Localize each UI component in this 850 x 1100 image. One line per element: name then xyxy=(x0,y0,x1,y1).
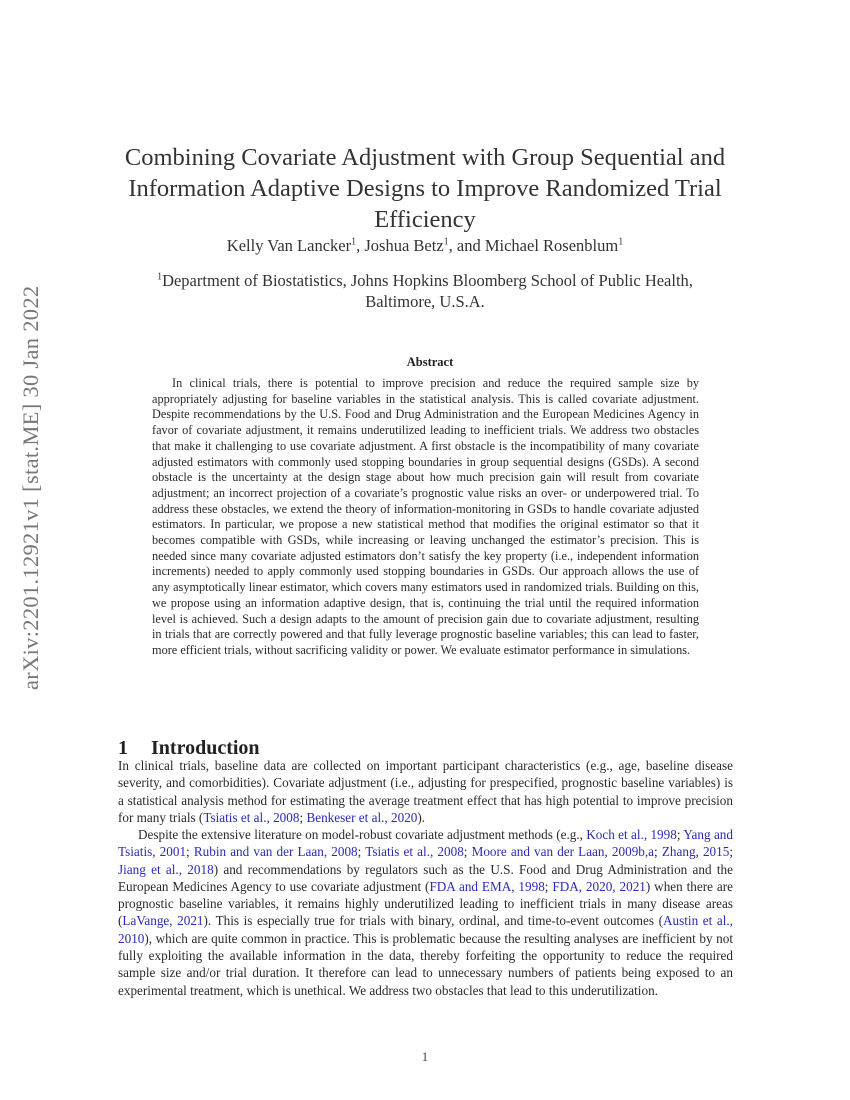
citation-link[interactable]: FDA, 2020, 2021 xyxy=(552,878,646,894)
author-list xyxy=(110,236,740,256)
affiliation-mark: 1 xyxy=(351,236,357,248)
author-separator: , xyxy=(356,236,365,255)
citation-link[interactable]: Zhang, 2015 xyxy=(661,844,730,860)
affiliation-line-2: Baltimore, U.S.A. xyxy=(365,292,485,311)
citation-separator: ; xyxy=(729,844,733,860)
page-number: 1 xyxy=(421,1049,429,1064)
citation-link[interactable]: Jiang et al., 2018 xyxy=(118,861,214,877)
citation-separator: ; xyxy=(186,844,194,860)
affiliation-mark: 1 xyxy=(157,271,163,283)
citation-link[interactable]: Koch et al., 1998 xyxy=(586,827,677,842)
paragraph-text: ) and recommendations by regulators such as the U.S. Food and Drug Administration and the European Medicines Agency to use covariate adjustment ( xyxy=(118,861,733,894)
citation-separator: ; xyxy=(299,809,307,825)
citation-link[interactable]: Austin et al., 2010 xyxy=(118,913,733,946)
abstract-body: In clinical trials, there is potential to improve precision and reduce the required sample size by appropriately adjusting for baseline variables in the statistical analysis. This is called covariate adjustment. Despite recommendations by the U.S. Food and Drug Administration and the European Medicines Agency in favor of covariate adjustment, it remains underutilized leading to inefficient trials. We address two obstacles that make it challenging to use covariate adjustment. A first obstacle is the incompatibility of many covariate adjusted estimators with commonly used stopping boundaries in group sequential designs (GSDs). A second obstacle is the uncertainty at the design stage about how much precision gain will result from covariate adjustment; an incorrect projection of a covariate’s prognostic value risks an over- or underpowered trial. To address these obstacles, we extend the theory of information-monitoring in GSDs to handle covariate adjusted estimators. In particular, we propose a new statistical method that modifies the original estimator so that it becomes compatible with GSDs, while increasing or leaving unchanged the estimator’s precision. This is needed since many covariate adjusted estimators don’t satisfy the key property (i.e., independent information increments) needed to apply commonly used stopping boundaries in GSDs. Our approach allows the use of any asymptotically linear estimator, which covers many estimators used in randomized trials. Building on this, we propose using an information adaptive design, that is, continuing the trial until the required information level is achieved. Such a design adapts to the amount of precision gain due to covariate adjustment, resulting in trials that are correctly powered and that fully leverage prognostic baseline variables; this can lead to faster, more efficient trials, without sacrificing validity or power. We evaluate estimator performance in simulations. xyxy=(152,376,699,657)
citation-separator: ; xyxy=(676,827,684,842)
citation-separator: ; xyxy=(654,844,662,860)
citation-link[interactable]: Yang and Tsiatis, 2001 xyxy=(118,827,733,860)
citation-separator: ; xyxy=(463,844,472,860)
citation-link[interactable]: LaVange, 2021 xyxy=(122,913,204,929)
affiliation-mark: 1 xyxy=(618,236,624,248)
affiliation-mark: 1 xyxy=(443,236,449,248)
paragraph-text: ). xyxy=(417,809,426,825)
paragraph-text: ) when there are prognostic baseline variables, it remains highly underutilized leading to inefficient trials in many disease areas ( xyxy=(118,878,733,929)
arxiv-identifier-stamp[interactable]: arXiv:2201.12921v1 [stat.ME] 30 Jan 2022 xyxy=(18,285,43,690)
abstract-heading: Abstract xyxy=(406,355,454,369)
author-name: Joshua Betz xyxy=(364,236,444,255)
citation-link[interactable]: Benkeser et al., 2020 xyxy=(306,809,418,825)
citation-link[interactable]: Rubin and van der Laan, 2008 xyxy=(193,844,358,860)
paragraph-text: In clinical trials, baseline data are collected on important participant characteristics (e.g., age, baseline disease severity, and comorbidities). Covariate adjustment (i.e., adjusting for prespecified, prognostic baseline variables) is a statistical analysis method for estimating the average treatment effect that has high potential to improve precision for many trials ( xyxy=(118,758,733,825)
paragraph-text: ), which are quite common in practice. This is problematic because the resulting analyses are inefficient by not fully exploiting the available information in the data, thereby forfeiting the opportunity to reduce the required sample size and/or trial duration. It therefore can lead to unnecessary numbers of patients being exposed to an experimental treatment, which is unethical. We address two obstacles that lead to this underutilization. xyxy=(118,930,733,998)
citation-link[interactable]: Moore and van der Laan, 2009b,a xyxy=(471,844,655,860)
intro-paragraph-1 xyxy=(118,757,733,826)
author-separator: , and xyxy=(448,236,485,255)
citation-link[interactable]: FDA and EMA, 1998 xyxy=(429,878,545,894)
section-number: 1 xyxy=(118,736,128,759)
affiliation xyxy=(110,270,740,312)
citation-link[interactable]: Tsiatis et al., 2008 xyxy=(365,844,464,860)
affiliation-text: Department of Biostatistics, Johns Hopkins Bloomberg School of Public Health, xyxy=(162,271,693,290)
paragraph-text: Despite the extensive literature on model-robust covariate adjustment methods (e.g., xyxy=(138,827,587,842)
citation-separator: ; xyxy=(544,878,553,894)
citation-link[interactable]: Tsiatis et al., 2008 xyxy=(203,809,300,825)
section-title: Introduction xyxy=(151,736,260,759)
affiliation-line-1 xyxy=(110,270,740,291)
paragraph-text: ). This is especially true for trials with binary, ordinal, and time-to-event outcomes ( xyxy=(203,913,664,929)
intro-paragraph-2 xyxy=(118,826,733,999)
author-name: Kelly Van Lancker xyxy=(226,236,352,255)
author-name: Michael Rosenblum xyxy=(484,236,619,255)
citation-separator: ; xyxy=(357,844,366,860)
paper-title: Combining Covariate Adjustment with Group Sequential and Information Adaptive Designs to Improve Randomized Trial Efficiency xyxy=(124,144,726,234)
